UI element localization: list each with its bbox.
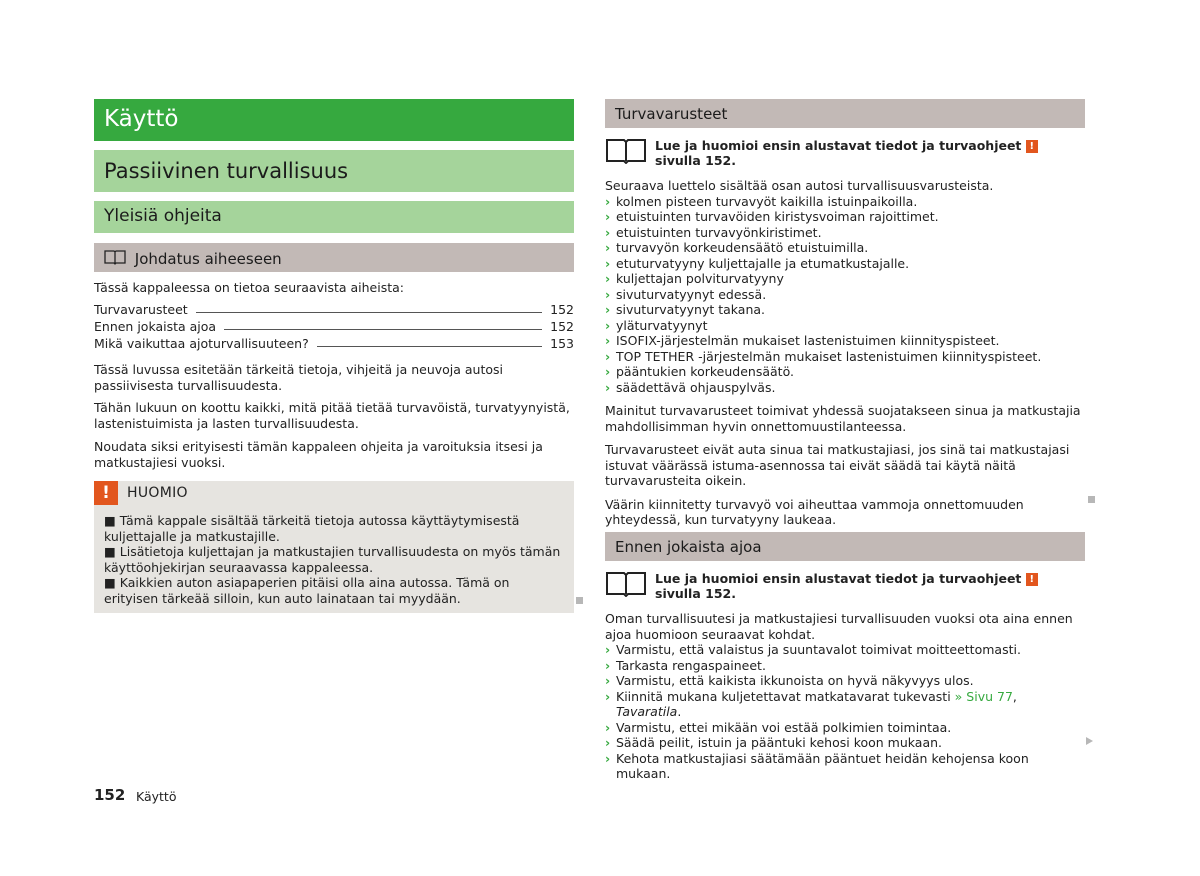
chevron-right-icon: ›: [605, 735, 611, 750]
list-item: [605, 240, 1085, 256]
section-end-marker: [1088, 496, 1095, 503]
page-number: 152: [94, 786, 126, 804]
warning-body: [104, 513, 564, 606]
reference-text-pre: Lue ja huomioi ensin alustavat tiedot ja turvaohjeet: [655, 571, 1022, 586]
toc-leader: [224, 329, 542, 330]
toc-page: 152: [550, 302, 574, 317]
section-heading: [94, 150, 574, 192]
paragraph: Tähän lukuun on koottu kaikki, mitä pitää tietää turvavöistä, turvatyynyistä, lastenistuimista ja lasten turvallisuudesta.: [94, 400, 570, 431]
subsection-heading: [94, 201, 574, 233]
warning-title: HUOMIO: [127, 485, 188, 501]
intro-text: Tässä kappaleessa on tietoa seuraavista aiheista:: [94, 280, 405, 295]
section-bar-ennen-jokaista-ajoa: [605, 532, 1085, 561]
list-item-text: Tarkasta rengaspaineet.: [616, 657, 766, 673]
chevron-right-icon: ›: [605, 379, 611, 395]
list-item: [605, 689, 1085, 720]
paragraph: Oman turvallisuutesi ja matkustajiesi turvallisuuden vuoksi ota aina ennen ajoa huomioon seuraavat kohdat.: [605, 611, 1073, 642]
list-item: [605, 349, 1085, 365]
reference-line: [605, 567, 1085, 601]
reference-text-post[interactable]: sivulla 152.: [655, 586, 736, 601]
list-item-text: pääntukien korkeudensäätö.: [616, 364, 794, 379]
section-2-body: [605, 611, 1085, 782]
list-item: [605, 287, 1085, 303]
list-item-text: sivuturvatyynyt edessä.: [616, 286, 767, 302]
chevron-right-icon: ›: [605, 193, 611, 209]
list-item-text: Varmistu, ettei mikään voi estää polkimien toimintaa.: [616, 719, 952, 735]
paragraph: Seuraava luettelo sisältää osan autosi turvallisuusvarusteista.: [605, 178, 994, 193]
toc-label: Mikä vaikuttaa ajoturvallisuuteen?: [94, 336, 309, 351]
chevron-right-icon: ›: [605, 209, 611, 224]
book-icon: [605, 569, 647, 601]
toc-page: 152: [550, 319, 574, 334]
list-item-text: sivuturvatyynyt takana.: [616, 302, 766, 317]
list-item-text: Varmistu, että kaikista ikkunoista on hyvä näkyvyys ulos.: [616, 673, 974, 688]
book-icon: [104, 249, 126, 269]
toc-leader: [317, 346, 542, 347]
reference-text-pre: Lue ja huomioi ensin alustavat tiedot ja turvaohjeet: [655, 138, 1022, 153]
link-topic: Tavaratila: [616, 704, 678, 719]
chevron-right-icon: ›: [605, 302, 611, 317]
list-item: [605, 735, 1085, 751]
chapter-heading-text: Käyttö: [104, 106, 179, 132]
list-item: [605, 751, 1085, 782]
list-item: [605, 720, 1085, 736]
chevron-right-icon: ›: [605, 364, 611, 379]
section-1-body: [605, 178, 1085, 528]
toc-label: Turvavarusteet: [94, 302, 188, 317]
book-icon: [605, 136, 647, 168]
list-item-period: .: [677, 704, 682, 719]
list-item-text: kuljettajan polviturvatyyny: [616, 271, 784, 286]
reference-text: [655, 138, 1085, 168]
warning-box: [94, 481, 574, 613]
reference-line: [605, 134, 1085, 168]
toc-label: Ennen jokaista ajoa: [94, 319, 217, 334]
list-item: [605, 673, 1085, 689]
section-end-marker: [576, 597, 583, 604]
list-item-text: Varmistu, että valaistus ja suuntavalot toimivat moitteettomasti.: [616, 642, 1021, 657]
list-item-text: TOP TETHER -järjestelmän mukaiset lastenistuimen kiinnityspisteet.: [616, 348, 1042, 364]
warning-header: [94, 481, 574, 505]
chevron-right-icon: ›: [605, 317, 611, 333]
warning-item: ■ Lisätietoja kuljettajan ja matkustajien turvallisuudesta on myös tämän käyttöohjekirjan seuraavassa kappaleessa.: [104, 544, 561, 575]
list-item-text: säädettävä ohjauspylväs.: [616, 379, 776, 395]
chevron-right-icon: ›: [605, 719, 611, 735]
list-item: [605, 364, 1085, 380]
list-item: [605, 333, 1085, 349]
list-item-text: yläturvatyynyt: [616, 317, 708, 333]
chevron-right-icon: ›: [605, 224, 611, 240]
list-item-text: etuistuinten turvavyönkiristimet.: [616, 224, 822, 240]
chevron-right-icon: ›: [605, 348, 611, 364]
paragraph: Tässä luvussa esitetään tärkeitä tietoja, vihjeitä ja neuvoja autosi passiivisesta turvallisuudesta.: [94, 362, 504, 393]
section-bar-title: Turvavarusteet: [615, 105, 728, 123]
paragraph: Mainitut turvavarusteet toimivat yhdessä suojatakseen sinua ja matkustajia mahdollisimman hyvin onnettomuustilanteessa.: [605, 403, 1081, 434]
intro-bar: [94, 243, 574, 272]
section-heading-text: Passiivinen turvallisuus: [104, 159, 349, 183]
list-item: [605, 194, 1085, 210]
list-item: [605, 209, 1085, 225]
warning-item: ■ Tämä kappale sisältää tärkeitä tietoja autossa käyttäytymisestä kuljettajalle ja matkustajille.: [104, 513, 520, 544]
list-item-text: Säädä peilit, istuin ja pääntuki kehosi koon mukaan.: [616, 735, 943, 750]
reference-text-post[interactable]: sivulla 152.: [655, 153, 736, 168]
chevron-right-icon: ›: [605, 286, 611, 302]
chevron-right-icon: ›: [605, 688, 611, 704]
chevron-right-icon: ›: [605, 333, 611, 348]
warning-icon[interactable]: !: [1026, 140, 1038, 153]
toc-row[interactable]: [94, 300, 574, 317]
chevron-right-icon: ›: [605, 642, 611, 657]
subsection-heading-text: Yleisiä ohjeita: [104, 206, 222, 226]
intro-bar-title: Johdatus aiheeseen: [134, 249, 282, 268]
list-item: [605, 658, 1085, 674]
reference-text: [655, 571, 1085, 601]
warning-icon[interactable]: !: [1026, 573, 1038, 586]
section-bar-turvavarusteet: [605, 99, 1085, 128]
paragraph: Turvavarusteet eivät auta sinua tai matkustajiasi, jos sinä tai matkustajasi istuvat väärässä istuma-asennossa tai eivät säädä tai käytä näitä turvavarusteita oikein.: [605, 442, 1070, 488]
toc-row[interactable]: [94, 317, 574, 334]
chevron-right-icon: ›: [605, 271, 611, 286]
list-item-text: ISOFIX-järjestelmän mukaiset lastenistuimen kiinnityspisteet.: [616, 333, 1000, 348]
paragraph: Noudata siksi erityisesti tämän kappaleen ohjeita ja varoituksia itsesi ja matkustajiesi vuoksi.: [94, 439, 543, 470]
toc-page: 153: [550, 336, 574, 351]
list-item-text: Kehota matkustajiasi säätämään pääntuet heidän kehojensa koon mukaan.: [616, 750, 1029, 781]
list-item-separator: ,: [1012, 688, 1017, 704]
toc-row[interactable]: [94, 334, 574, 351]
list-item: [605, 302, 1085, 318]
chapter-heading: [94, 99, 574, 141]
list-item-text: turvavyön korkeudensäätö etuistuimilla.: [616, 240, 869, 255]
toc-leader: [196, 312, 542, 313]
list-item: [605, 380, 1085, 396]
list-item: [605, 271, 1085, 287]
chevron-right-icon: ›: [605, 750, 611, 766]
list-item-text: etuturvatyyny kuljettajalle ja etumatkustajalle.: [616, 255, 910, 271]
chevron-right-icon: ›: [605, 240, 611, 255]
chevron-right-icon: ›: [605, 255, 611, 271]
list-item: [605, 642, 1085, 658]
paragraph: Väärin kiinnitetty turvavyö voi aiheuttaa vammoja onnettomuuden yhteydessä, kun turvatyyny laukeaa.: [605, 496, 1024, 527]
list-item: [605, 318, 1085, 334]
section-bar-title: Ennen jokaista ajoa: [615, 538, 762, 556]
chevron-right-icon: ›: [605, 657, 611, 673]
table-of-contents: [94, 300, 574, 351]
warning-item: ■ Kaikkien auton asiapaperien pitäisi olla aina autossa. Tämä on erityisen tärkeää silloin, kun auto lainataan tai myydään.: [104, 575, 510, 606]
page-link[interactable]: » Sivu 77: [954, 688, 1013, 704]
list-item-text: kolmen pisteen turvavyöt kaikilla istuinpaikoilla.: [616, 193, 918, 209]
chevron-right-icon: ›: [605, 673, 611, 688]
continue-arrow-icon: [1086, 737, 1093, 745]
footer-chapter: Käyttö: [136, 789, 177, 804]
list-item-text: Kiinnitä mukana kuljetettavat matkatavarat tukevasti: [616, 688, 951, 704]
warning-icon: !: [94, 481, 118, 505]
list-item: [605, 225, 1085, 241]
list-item: [605, 256, 1085, 272]
list-item-text: etuistuinten turvavöiden kiristysvoiman rajoittimet.: [616, 209, 939, 224]
